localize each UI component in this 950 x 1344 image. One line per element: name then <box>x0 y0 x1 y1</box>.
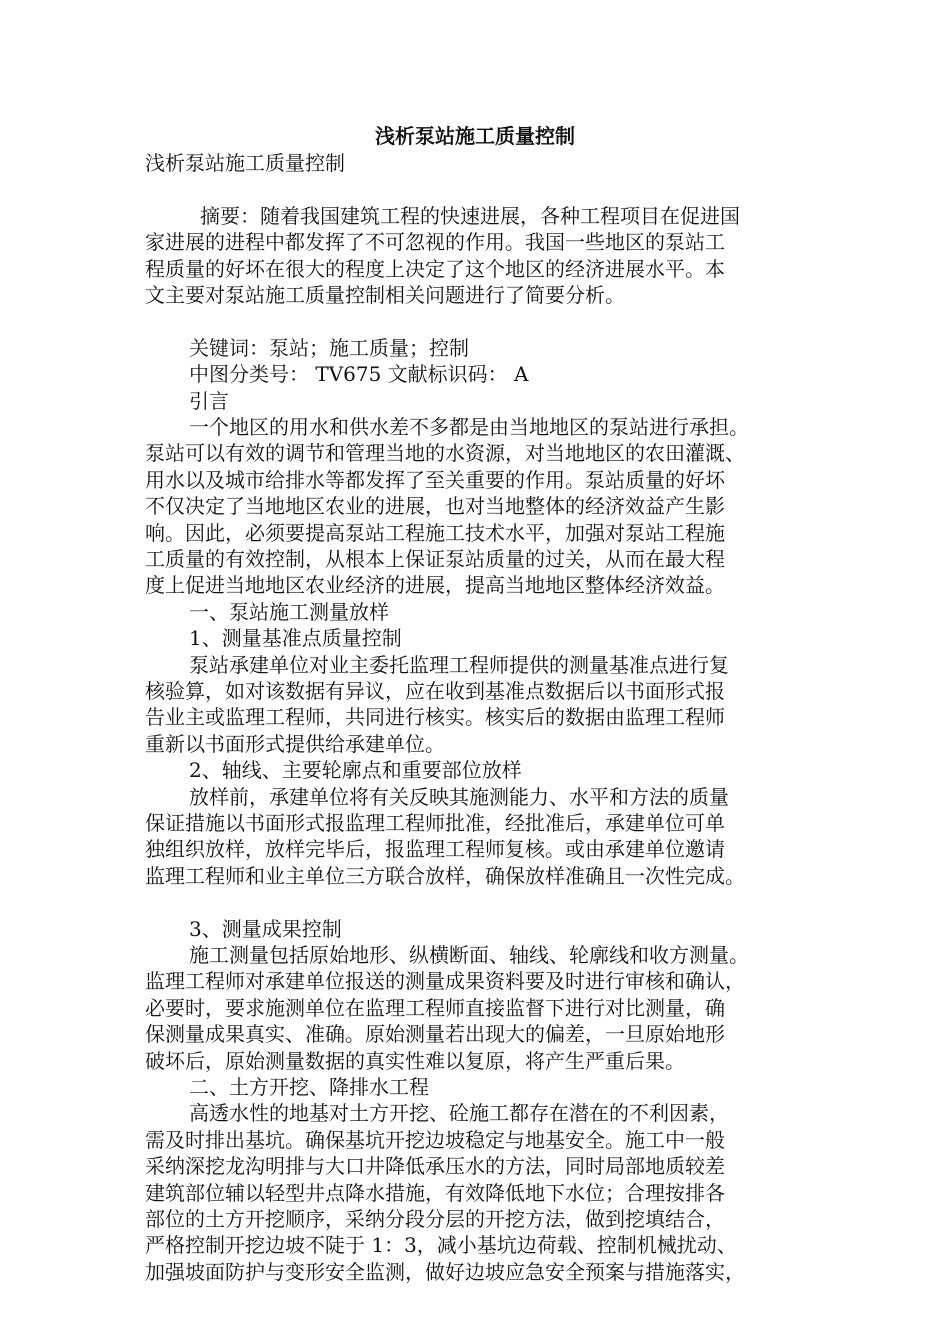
body-line: 破坏后，原始测量数据的真实性难以复原，将产生严重后果。 <box>145 1048 685 1073</box>
body-line: 重新以书面形式提供给承建单位。 <box>145 731 445 756</box>
body-line: 程质量的好坏在很大的程度上决定了这个地区的经济进展水平。本 <box>145 256 725 281</box>
body-line: 泵站承建单位对业主委托监理工程师提供的测量基准点进行复 <box>189 652 729 677</box>
body-line: 放样前，承建单位将有关反映其施测能力、水平和方法的质量 <box>189 784 729 809</box>
body-line: 3、测量成果控制 <box>189 916 342 941</box>
body-line: 泵站可以有效的调节和管理当地的水资源，对当地地区的农田灌溉、 <box>145 441 745 466</box>
body-line: 一个地区的用水和供水差不多都是由当地地区的泵站进行承担。 <box>189 415 749 439</box>
body-line: 监理工程师对承建单位报送的测量成果资料要及时进行审核和确认， <box>145 969 745 994</box>
body-line: 不仅决定了当地地区农业的进展，也对当地整体的经济效益产生影 <box>145 494 725 519</box>
body-line: 中图分类号： TV675 文献标识码： A <box>189 362 529 387</box>
body-line: 二、土方开挖、降排水工程 <box>189 1075 429 1099</box>
body-line: 一、泵站施工测量放样 <box>189 599 389 624</box>
body-line: 关键词：泵站；施工质量；控制 <box>189 335 469 360</box>
body-line: 1、测量基准点质量控制 <box>189 626 402 651</box>
body-line: 采纳深挖龙沟明排与大口井降低承压水的方法，同时局部地质较差 <box>145 1154 725 1179</box>
body-line: 告业主或监理工程师，共同进行核实。核实后的数据由监理工程师 <box>145 705 725 730</box>
body-line: 需及时排出基坑。确保基坑开挖边坡稳定与地基安全。施工中一般 <box>145 1127 725 1152</box>
body-line: 摘要：随着我国建筑工程的快速进展，各种工程项目在促进国 <box>200 203 740 228</box>
body-line: 必要时，要求施测单位在监理工程师直接监督下进行对比测量，确 <box>145 995 725 1020</box>
body-line: 保测量成果真实、准确。原始测量若出现大的偏差，一旦原始地形 <box>145 1022 725 1047</box>
body-line: 家进展的进程中都发挥了不可忽视的作用。我国一些地区的泵站工 <box>145 230 725 255</box>
body-line: 部位的土方开挖顺序，采纳分段分层的开挖方法，做到挖填结合， <box>145 1207 725 1231</box>
body-line: 严格控制开挖边坡不陡于 1：3，减小基坑边荷载、控制机械扰动、 <box>145 1233 737 1258</box>
body-line: 核验算，如对该数据有异议，应在收到基准点数据后以书面形式报 <box>145 679 725 703</box>
body-line: 用水以及城市给排水等都发挥了至关重要的作用。泵站质量的好坏 <box>145 467 725 492</box>
body-line: 加强坡面防护与变形安全监测，做好边坡应急安全预案与措施落实， <box>145 1259 745 1284</box>
body-line: 2、轴线、主要轮廓点和重要部位放样 <box>189 758 522 783</box>
document-title: 浅析泵站施工质量控制 <box>375 124 575 148</box>
body-line: 工质量的有效控制，从根本上保证泵站质量的过关，从而在最大程 <box>145 547 725 571</box>
body-line: 高透水性的地基对土方开挖、砼施工都存在潜在的不利因素， <box>189 1101 729 1126</box>
body-line: 施工测量包括原始地形、纵横断面、轴线、轮廓线和收方测量。 <box>189 943 749 967</box>
body-line: 浅析泵站施工质量控制 <box>145 151 345 175</box>
body-line: 建筑部位辅以轻型井点降水措施，有效降低地下水位；合理按排各 <box>145 1180 725 1205</box>
body-line: 响。因此，必须要提高泵站工程施工技术水平，加强对泵站工程施 <box>145 520 725 545</box>
body-line: 文主要对泵站施工质量控制相关问题进行了简要分析。 <box>145 283 625 307</box>
body-line: 度上促进当地地区农业经济的进展，提高当地地区整体经济效益。 <box>145 573 725 598</box>
body-line: 引言 <box>189 388 229 413</box>
body-line: 独组织放样，放样完毕后，报监理工程师复核。或由承建单位邀请 <box>145 837 725 862</box>
body-line: 保证措施以书面形式报监理工程师批准，经批准后，承建单位可单 <box>145 811 725 835</box>
body-line: 监理工程师和业主单位三方联合放样，确保放样准确且一次性完成。 <box>145 863 745 888</box>
